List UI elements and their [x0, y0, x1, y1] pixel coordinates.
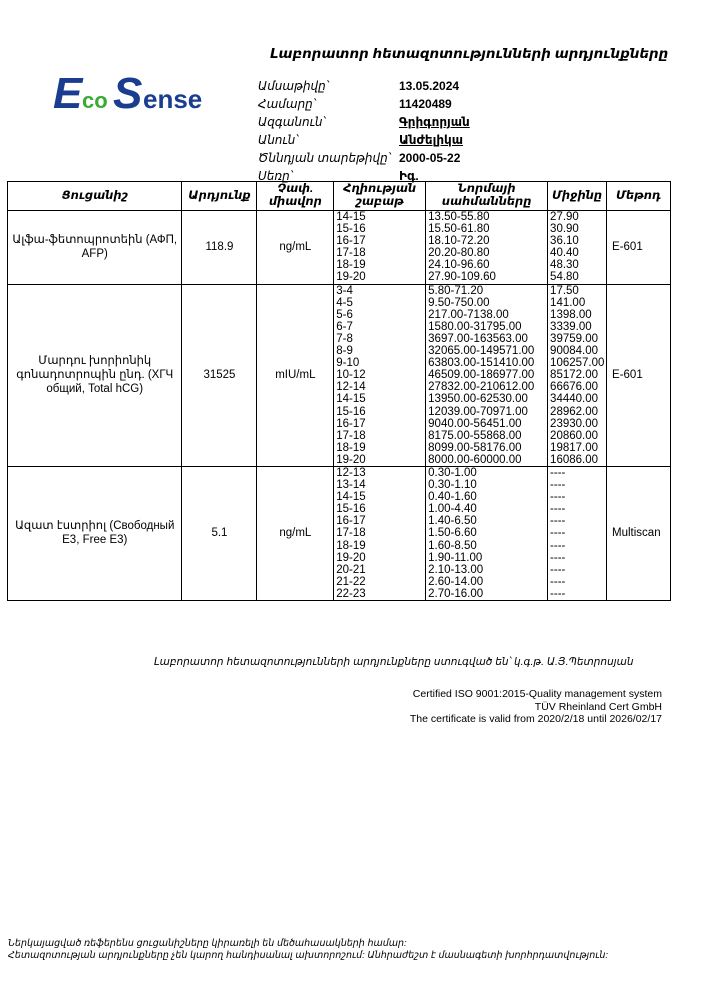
logo-letters-co: co: [82, 88, 108, 113]
list-item: 27.90-109.60: [428, 271, 496, 284]
list-item: 22-23: [336, 587, 366, 600]
patient-info-row: [258, 113, 470, 131]
list-item: 36.10: [550, 235, 579, 248]
list-item: 85172.00: [550, 369, 599, 382]
list-item: 27.90: [550, 211, 579, 223]
patient-info-value: 2000-05-22: [399, 151, 461, 165]
list-item: ----: [550, 503, 566, 516]
list-item: 2.60-14.00: [428, 575, 484, 588]
method-value: E-601: [607, 211, 671, 285]
indicator-name: Մարդու խորիոնիկ գոնադոտրոպին ընդ. (ХГЧ общий, Total hCG): [8, 284, 182, 466]
logo-letter-e: E: [53, 69, 83, 114]
verified-note: Լաբորատոր հետազոտությունների արդյունքները ստուգված են՝ կ.գ.թ. Ա.Յ.Պետրոսյան: [154, 656, 634, 668]
list-item: 14-15: [336, 211, 366, 223]
list-item: 8-9: [336, 345, 353, 358]
certificate-line: Certified ISO 9001:2015-Quality management system: [412, 688, 662, 700]
patient-info-label: Անուն՝: [258, 133, 299, 147]
patient-info-value: Անժելիկա: [399, 133, 464, 147]
list-item: 217.00-7138.00: [428, 308, 509, 321]
list-item: 15-16: [336, 223, 366, 236]
list-item: 3697.00-163563.00: [428, 332, 528, 345]
logo-letters-ense: ense: [143, 84, 203, 114]
list-item: 8175.00-55868.00: [428, 429, 522, 442]
result-value: 31525: [182, 284, 257, 466]
logo-letter-s: S: [113, 69, 143, 114]
header-result: Արդյունք: [182, 182, 257, 211]
list-item: 20860.00: [550, 429, 599, 442]
list-item: 90084.00: [550, 345, 599, 358]
list-item: 13.50-55.80: [428, 211, 490, 223]
list-item: 15-16: [336, 405, 366, 418]
header-method: Մեթոդ: [607, 182, 671, 211]
unit-value: mIU/mL: [257, 284, 334, 466]
certificate-block: [410, 688, 662, 726]
table-header-row: [8, 182, 671, 211]
list-item: 14-15: [336, 491, 366, 504]
patient-info: [258, 77, 470, 185]
indicator-name: Ազատ էստրիոլ (Свободный Е3, Free E3): [8, 466, 182, 600]
list-item: 34440.00: [550, 393, 599, 406]
list-item: 0.40-1.60: [428, 491, 477, 504]
patient-info-label: Ծննդյան տարեթիվը՝: [258, 151, 391, 165]
patient-info-row: [258, 131, 470, 149]
list-item: ----: [550, 527, 566, 540]
list-item: 39759.00: [550, 332, 599, 345]
list-item: 16-17: [336, 235, 366, 248]
list-item: 5.80-71.20: [428, 284, 484, 297]
list-item: 16086.00: [550, 453, 599, 466]
certificate-line: The certificate is valid from 2020/2/18 until 2026/02/17: [409, 713, 662, 725]
list-item: 19817.00: [550, 441, 599, 454]
table-row: [8, 211, 671, 285]
list-item: ----: [550, 479, 566, 492]
list-item: 3-4: [336, 284, 353, 297]
list-item: 28962.00: [550, 405, 599, 418]
list-item: 12-13: [336, 466, 366, 479]
weeks-list: [334, 284, 426, 466]
patient-info-row: [258, 149, 470, 167]
list-item: 1.50-6.60: [428, 527, 477, 540]
list-item: 14-15: [336, 393, 366, 406]
header-median: Միջինը: [548, 182, 607, 211]
list-item: 54.80: [550, 271, 579, 284]
list-item: 16-17: [336, 417, 366, 430]
method-value: E-601: [607, 284, 671, 466]
list-item: 0.30-1.00: [428, 466, 477, 479]
ranges-list: [426, 211, 548, 285]
patient-info-value: Գրիգորյան: [399, 115, 470, 129]
list-item: 15-16: [336, 503, 366, 516]
patient-info-value: Իգ.: [399, 169, 419, 183]
disclaimer-line: Հետազոտության արդյունքները չեն կարող հանդիսանալ ախտորոշում: Անհրաժեշտ է մասնագետի խորհրդատվություն:: [8, 950, 609, 961]
list-item: ----: [550, 587, 566, 600]
list-item: 2.70-16.00: [428, 587, 484, 600]
list-item: 1580.00-31795.00: [428, 320, 522, 333]
list-item: 19-20: [336, 453, 366, 466]
patient-info-row: [258, 77, 470, 95]
list-item: 12039.00-70971.00: [428, 405, 528, 418]
list-item: 106257.00: [550, 357, 605, 370]
list-item: 8099.00-58176.00: [428, 441, 522, 454]
method-value: Multiscan: [607, 466, 671, 600]
patient-info-label: Ազգանուն՝: [258, 115, 326, 129]
weeks-list: [334, 466, 426, 600]
patient-info-label: Սեռը՝: [258, 169, 293, 183]
medians-list: [548, 211, 607, 285]
list-item: ----: [550, 466, 566, 479]
indicator-name: Ալֆա-ֆետոպրոտեին (АФП, AFP): [8, 211, 182, 285]
table-row: [8, 466, 671, 600]
list-item: 30.90: [550, 223, 579, 236]
list-item: 0.30-1.10: [428, 479, 477, 492]
list-item: 13950.00-62530.00: [428, 393, 528, 406]
list-item: 48.30: [550, 259, 579, 272]
list-item: 40.40: [550, 247, 579, 260]
list-item: 3339.00: [550, 320, 592, 333]
result-value: 5.1: [182, 466, 257, 600]
list-item: 18-19: [336, 259, 366, 272]
list-item: 10-12: [336, 369, 366, 382]
list-item: 4-5: [336, 296, 353, 309]
list-item: 18-19: [336, 441, 366, 454]
list-item: 1.40-6.50: [428, 515, 477, 528]
list-item: 66676.00: [550, 381, 599, 394]
list-item: 18.10-72.20: [428, 235, 490, 248]
list-item: 19-20: [336, 271, 366, 284]
list-item: 1.60-8.50: [428, 539, 477, 552]
list-item: 32065.00-149571.00: [428, 345, 535, 358]
patient-info-value: 13.05.2024: [399, 79, 460, 93]
list-item: 9-10: [336, 357, 360, 370]
table-row: [8, 284, 671, 466]
patient-info-label: Համարը՝: [258, 97, 316, 111]
list-item: 15.50-61.80: [428, 223, 490, 236]
list-item: 20.20-80.80: [428, 247, 490, 260]
list-item: 2.10-13.00: [428, 563, 484, 576]
list-item: 63803.00-151410.00: [428, 357, 535, 370]
ranges-list: [426, 466, 548, 600]
list-item: 1.00-4.40: [428, 503, 477, 516]
medians-list: [548, 466, 607, 600]
list-item: 21-22: [336, 575, 366, 588]
list-item: ----: [550, 539, 566, 552]
disclaimer-line: Ներկայացված ռեֆերենս ցուցանիշները կիրառելի են մեծահասակների համար:: [8, 938, 407, 949]
weeks-list: [334, 211, 426, 285]
unit-value: ng/mL: [257, 466, 334, 600]
list-item: 18-19: [336, 539, 366, 552]
header-period: Հղիության շաբաթ: [334, 182, 426, 211]
header-norm: Նորմայի սահմանները: [426, 182, 548, 211]
header-indicator: Ցուցանիշ: [8, 182, 182, 211]
list-item: 6-7: [336, 320, 353, 333]
list-item: 17-18: [336, 429, 366, 442]
result-value: 118.9: [182, 211, 257, 285]
list-item: 1.90-11.00: [428, 551, 483, 564]
list-item: ----: [550, 551, 566, 564]
patient-info-row: [258, 95, 470, 113]
list-item: 27832.00-210612.00: [428, 381, 535, 394]
medians-list: [548, 284, 607, 466]
list-item: ----: [550, 575, 566, 588]
bottom-disclaimer: [8, 938, 608, 962]
list-item: 17.50: [550, 284, 579, 297]
list-item: 9.50-750.00: [428, 296, 490, 309]
list-item: 1398.00: [550, 308, 592, 321]
patient-info-value: 11420489: [399, 97, 452, 111]
header-unit: Չափ. միավոր: [257, 182, 334, 211]
list-item: 46509.00-186977.00: [428, 369, 535, 382]
list-item: 8000.00-60000.00: [428, 453, 522, 466]
unit-value: ng/mL: [257, 211, 334, 285]
list-item: ----: [550, 515, 566, 528]
ranges-list: [426, 284, 548, 466]
certificate-line: TÜV Rheinland Cert GmbH: [534, 700, 662, 713]
list-item: 23930.00: [550, 417, 599, 430]
list-item: 7-8: [336, 332, 353, 345]
list-item: ----: [550, 563, 566, 576]
report-title: Լաբորատոր հետազոտությունների արդյունքները: [270, 46, 669, 61]
list-item: 17-18: [336, 247, 366, 260]
list-item: 9040.00-56451.00: [428, 417, 522, 430]
list-item: 24.10-96.60: [428, 259, 490, 272]
patient-info-label: Ամսաթիվը՝: [258, 79, 329, 93]
list-item: 20-21: [336, 563, 366, 576]
results-table: [7, 181, 671, 601]
list-item: 16-17: [336, 515, 366, 528]
list-item: 13-14: [336, 479, 366, 492]
list-item: 12-14: [336, 381, 366, 394]
list-item: 5-6: [336, 308, 353, 321]
list-item: 17-18: [336, 527, 366, 540]
list-item: 19-20: [336, 551, 366, 564]
list-item: 141.00: [550, 296, 586, 309]
ecosense-logo: [53, 68, 231, 114]
list-item: ----: [550, 491, 566, 504]
